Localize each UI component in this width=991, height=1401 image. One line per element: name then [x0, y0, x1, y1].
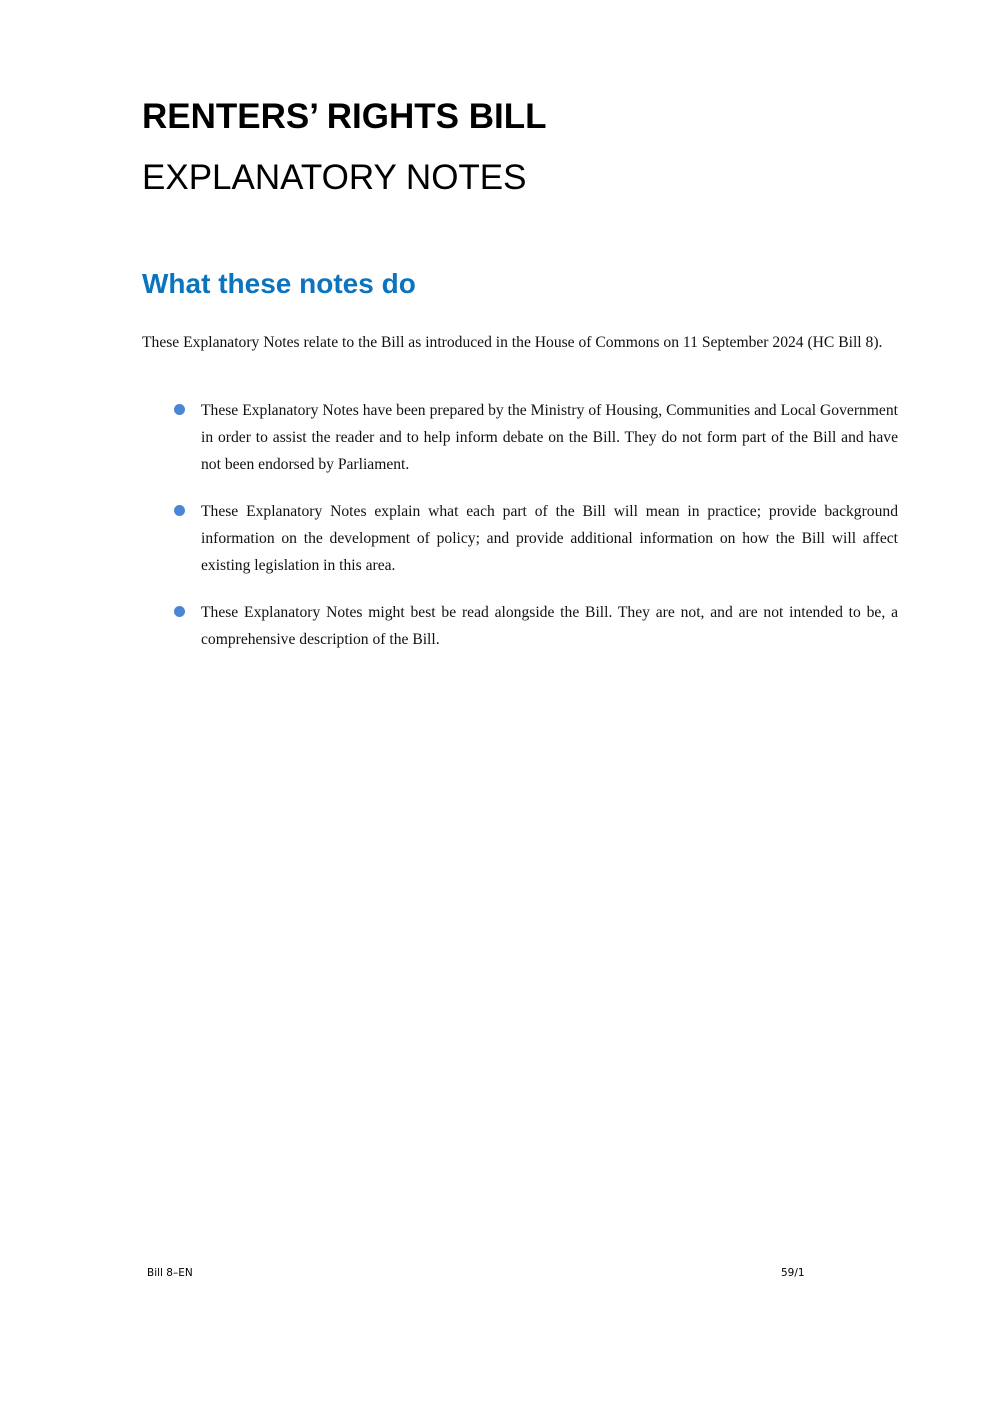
list-item — [142, 397, 898, 478]
bullet-dot-icon — [174, 505, 185, 516]
document-subtitle: EXPLANATORY NOTES — [142, 158, 527, 197]
bullet-dot-icon — [174, 404, 185, 415]
intro-paragraph: These Explanatory Notes relate to the Bill as introduced in the House of Commons on 11 September 2024 (HC Bill 8). — [142, 334, 883, 351]
footer-bill-number: Bill 8–EN — [147, 1267, 193, 1279]
footer-page-reference: 59/1 — [781, 1267, 805, 1279]
list-item-text: These Explanatory Notes might best be read alongside the Bill. They are not, and are not intended to be, a comprehensive description of the Bill. — [201, 604, 898, 648]
list-item — [142, 599, 898, 653]
bullet-list — [142, 397, 898, 673]
list-item — [142, 498, 898, 579]
list-item-text: These Explanatory Notes have been prepared by the Ministry of Housing, Communities and Local Government in order to assist the reader and to help inform debate on the Bill. They do not form part of the Bill and have not been endorsed by Parliament. — [201, 402, 898, 473]
section-heading: What these notes do — [142, 268, 416, 299]
bullet-dot-icon — [174, 606, 185, 617]
list-item-text: These Explanatory Notes explain what each part of the Bill will mean in practice; provide background information on the development of policy; and provide additional information on how the Bill will affect existing legislation in this area. — [201, 503, 898, 574]
document-title: RENTERS’ RIGHTS BILL — [142, 97, 547, 136]
